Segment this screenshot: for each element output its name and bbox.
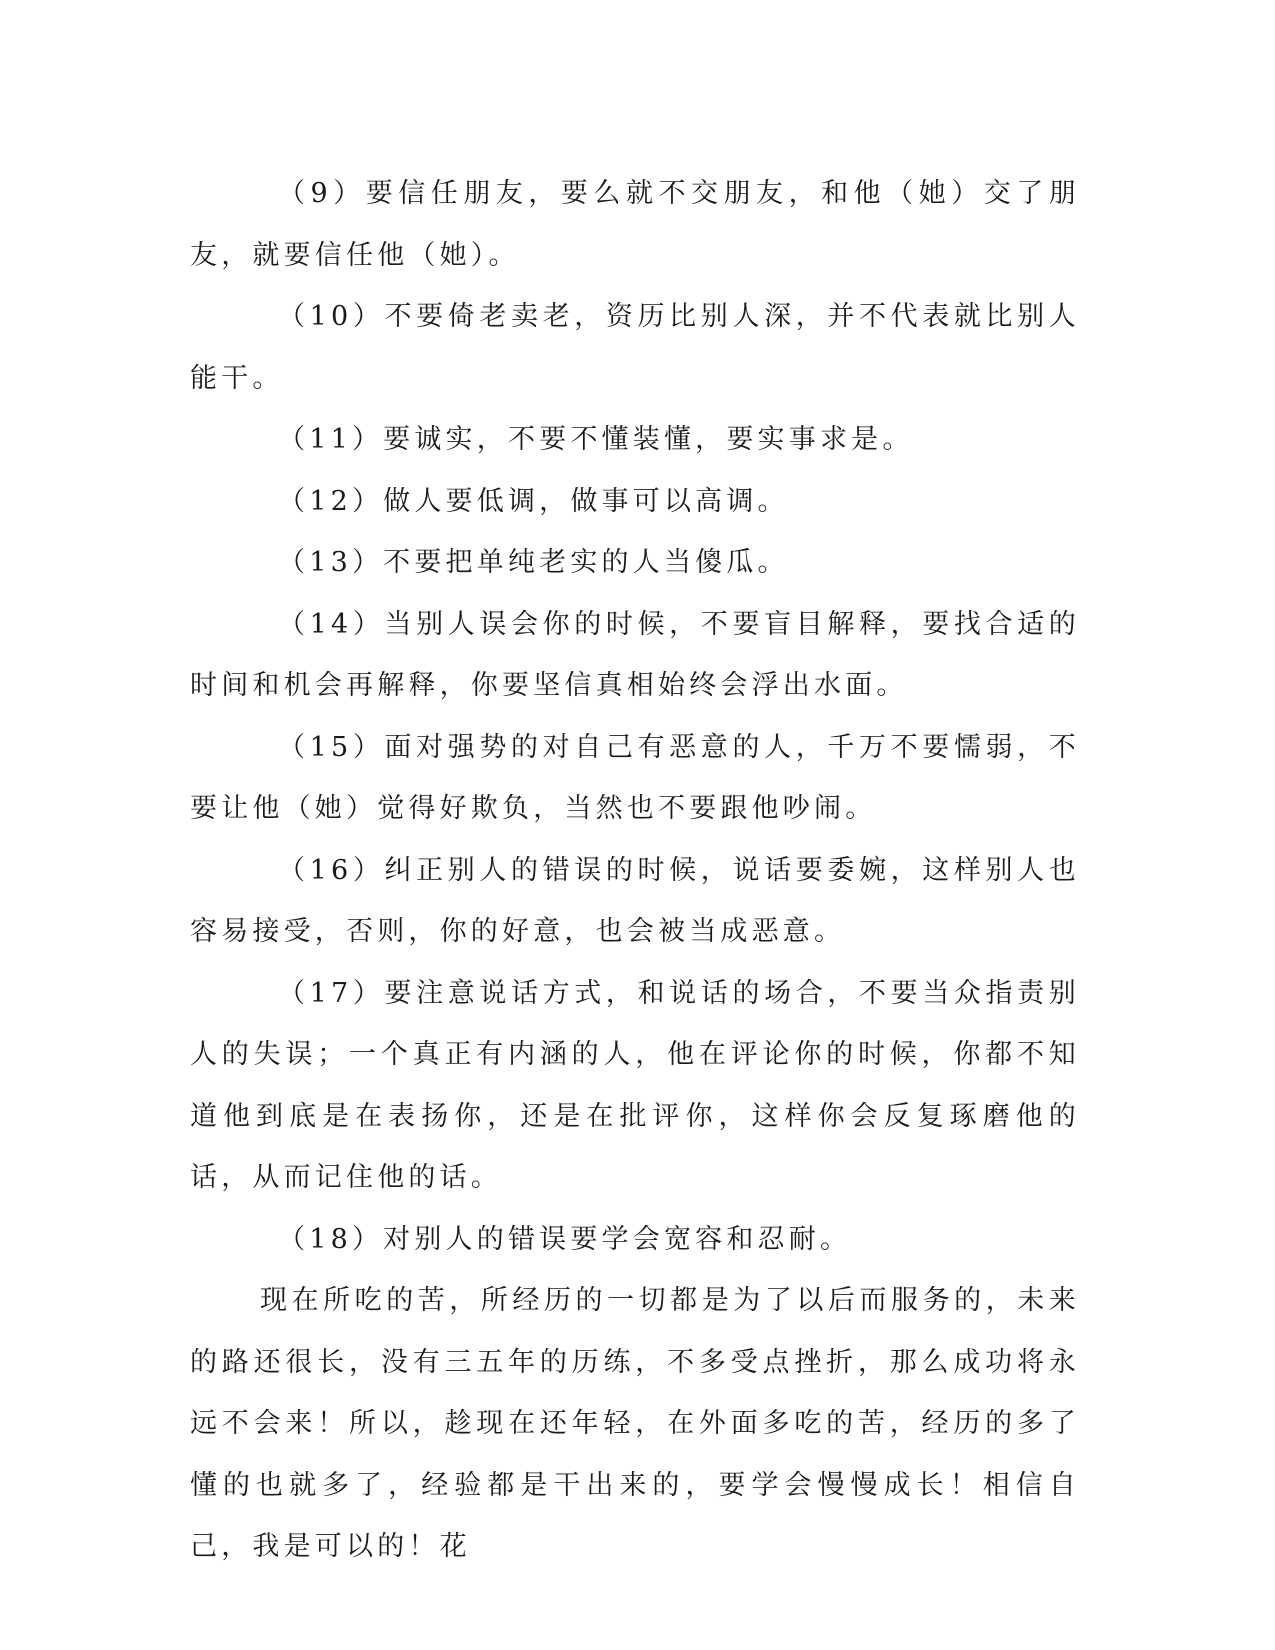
- paragraph-item-13: （13）不要把单纯老实的人当傻瓜。: [278, 547, 789, 578]
- paragraph-item-12: （12）做人要低调，做事可以高调。: [278, 485, 789, 517]
- paragraph-item-11: （11）要诚实，不要不懂装懂，要实事求是。: [278, 424, 914, 455]
- paragraph-item-18: （18）对别人的错误要学会宽容和忍耐。: [278, 1223, 852, 1255]
- paragraph-closing: 现在所吃的苦，所经历的一切都是为了以后而服务的，未来的路还很长，没有三五年的历练，不多受点挫折，那么成功将永远不会来！所以，趁现在还年轻，在外面多吃的苦，经历的多了懂的也就多了，经验都是干出来的，要学会慢慢成长！相信自己，我是可以的！花: [190, 1285, 1080, 1562]
- paragraph-item-9: （9）要信任朋友，要么就不交朋友，和他（她）交了朋友，就要信任他（她）。: [190, 178, 1080, 271]
- paragraph-item-10: （10）不要倚老卖老，资历比别人深，并不代表就比别人能干。: [190, 301, 1080, 394]
- paragraph-item-16: （16）纠正别人的错误的时候，说话要委婉，这样别人也容易接受，否则，你的好意，也会被当成恶意。: [190, 854, 1080, 947]
- paragraph-item-15: （15）面对强势的对自己有恶意的人，千万不要懦弱，不要让他（她）觉得好欺负，当然也不要跟他吵闹。: [190, 731, 1080, 824]
- paragraph-item-14: （14）当别人误会你的时候，不要盲目解释，要找合适的时间和机会再解释，你要坚信真相始终会浮出水面。: [190, 608, 1080, 701]
- document-body: [190, 163, 1080, 1578]
- paragraph-item-17: （17）要注意说话方式，和说话的场合，不要当众指责别人的失误；一个真正有内涵的人，他在评论你的时候，你都不知道他到底是在表扬你，还是在批评你，这样你会反复琢磨他的话，从而记住他的话。: [190, 977, 1080, 1193]
